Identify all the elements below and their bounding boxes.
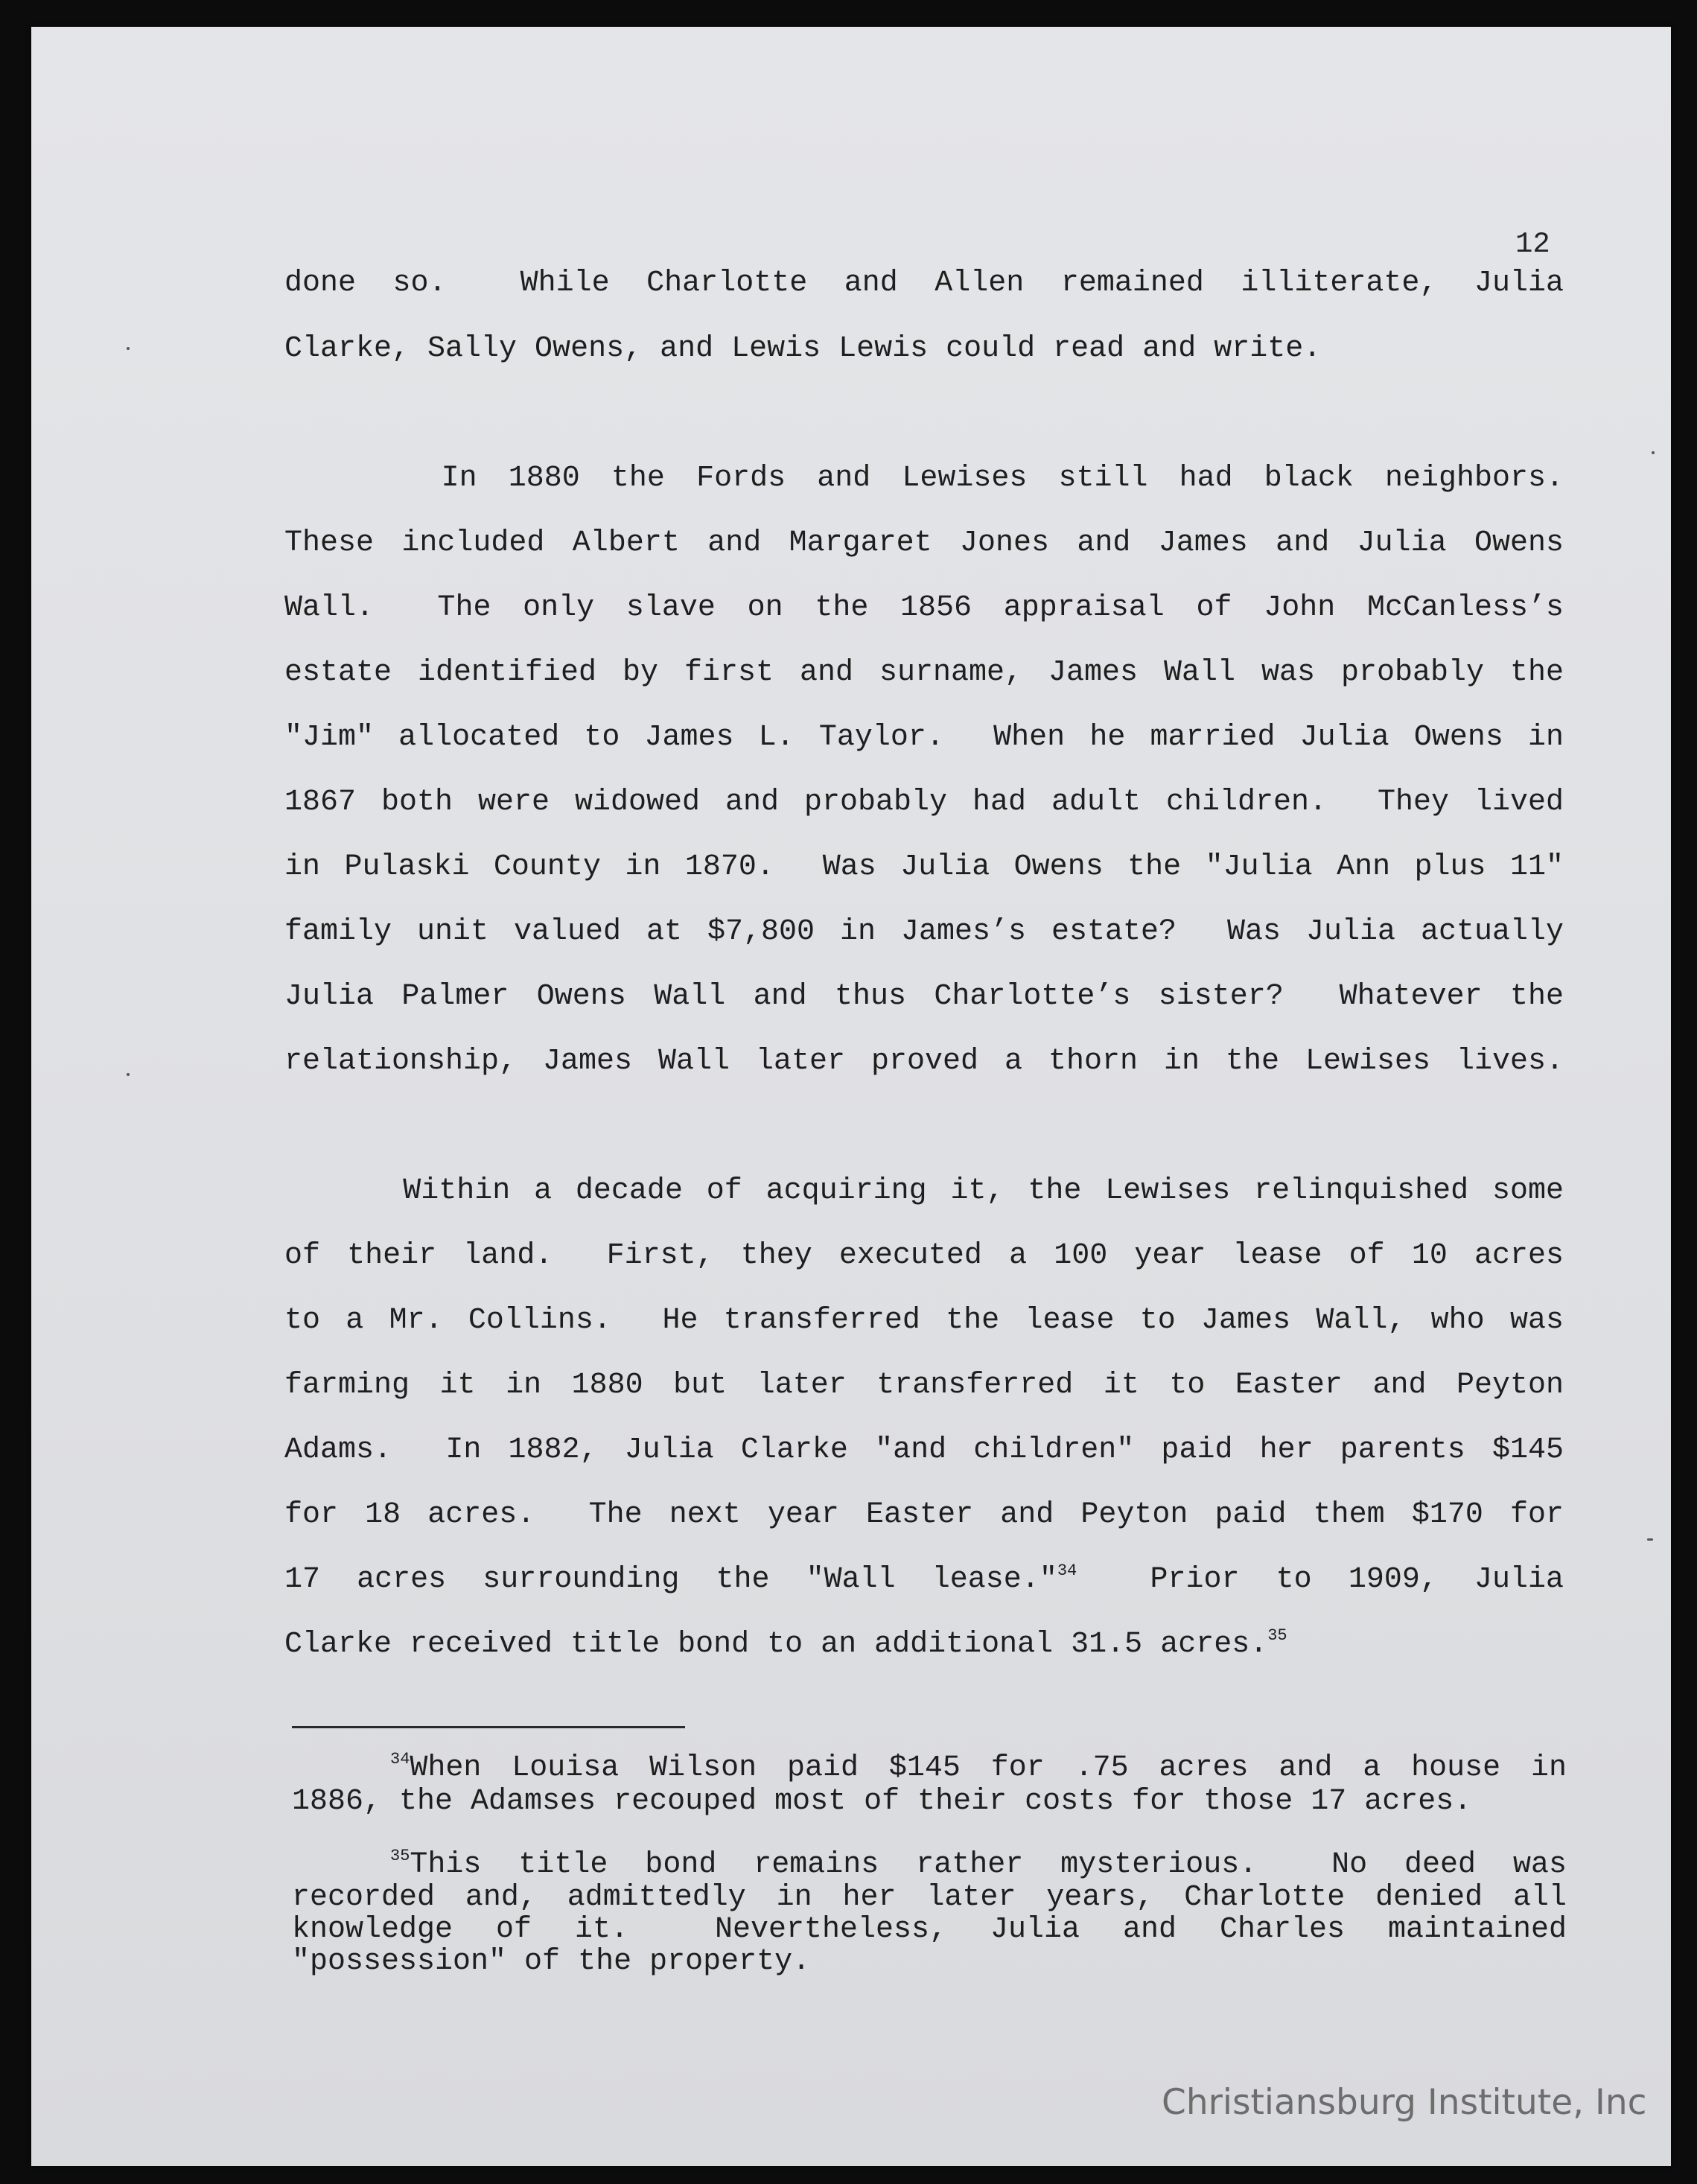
text-line-with-note-35 [284,1628,1564,1672]
text-line: Wall. The only slave on the 1856 appraisal of John McCanless’s [284,591,1564,625]
paper-speck [1647,1538,1653,1541]
text-line: estate identified by first and surname, James Wall was probably the [284,656,1564,690]
footnote-text: This title bond remains rather mysterious. No deed was [410,1848,1567,1882]
text-line: These included Albert and Margaret Jones and James and Julia Owens [284,526,1564,560]
footnote-35-line: recorded and, admittedly in her later years, Charlotte denied all [292,1881,1567,1914]
footnote-marker-35: 35 [390,1847,410,1865]
text-line: 1867 both were widowed and probably had adult children. They lived [284,786,1564,819]
text-line: relationship, James Wall later proved a thorn in the Lewises lives. [284,1045,1564,1078]
text-line: of their land. First, they executed a 100 year lease of 10 acres [284,1239,1564,1273]
line-text: 17 acres surrounding the "Wall lease." [284,1563,1057,1596]
text-line: family unit valued at $7,800 in James’s estate? Was Julia actually [284,915,1564,949]
line-text: Clarke received title bond to an additional 31.5 acres. [284,1628,1268,1661]
line-text-tail: Prior to 1909, Julia [1077,1563,1564,1596]
footnote-ref-35: 35 [1267,1626,1287,1645]
footnote-34-line: 1886, the Adamses recouped most of their costs for those 17 acres. [292,1785,1472,1818]
text-line: In 1880 the Fords and Lewises still had black neighbors. [284,462,1564,495]
document-page [31,27,1671,2166]
footnote-text: When Louisa Wilson paid $145 for .75 acres and a house in [410,1751,1567,1785]
text-line: to a Mr. Collins. He transferred the lease to James Wall, who was [284,1304,1564,1337]
text-line: Clarke, Sally Owens, and Lewis Lewis could read and write. [284,332,1322,366]
text-line: "Jim" allocated to James L. Taylor. When he married Julia Owens in [284,721,1564,754]
footnote-35-line: knowledge of it. Nevertheless, Julia and Charles maintained [292,1913,1567,1946]
text-line-with-note-34 [284,1563,1564,1608]
footnote-separator [292,1726,685,1728]
paper-speck [127,347,130,350]
footnote-35-line: "possession" of the property. [292,1945,811,1978]
paper-speck [127,1073,130,1076]
text-line: farming it in 1880 but later transferred it to Easter and Peyton [284,1369,1564,1402]
text-line: in Pulaski County in 1870. Was Julia Owens the "Julia Ann plus 11" [284,850,1564,884]
text-line: for 18 acres. The next year Easter and Peyton paid them $170 for [284,1498,1564,1532]
footnote-ref-34: 34 [1057,1561,1077,1580]
paper-speck [1652,451,1655,454]
text-line: Adams. In 1882, Julia Clarke "and children" paid her parents $145 [284,1433,1564,1467]
page-number: 12 [1515,228,1550,261]
watermark: Christiansburg Institute, Inc [1162,2082,1647,2123]
text-line: done so. While Charlotte and Allen remained illiterate, Julia [284,267,1564,300]
footnote-marker-34: 34 [390,1750,410,1768]
text-line: Julia Palmer Owens Wall and thus Charlotte’s sister? Whatever the [284,980,1564,1013]
text-line: Within a decade of acquiring it, the Lewises relinquished some [284,1174,1564,1208]
footnote-34-line [292,1751,1567,1785]
footnote-35-line [292,1848,1567,1882]
